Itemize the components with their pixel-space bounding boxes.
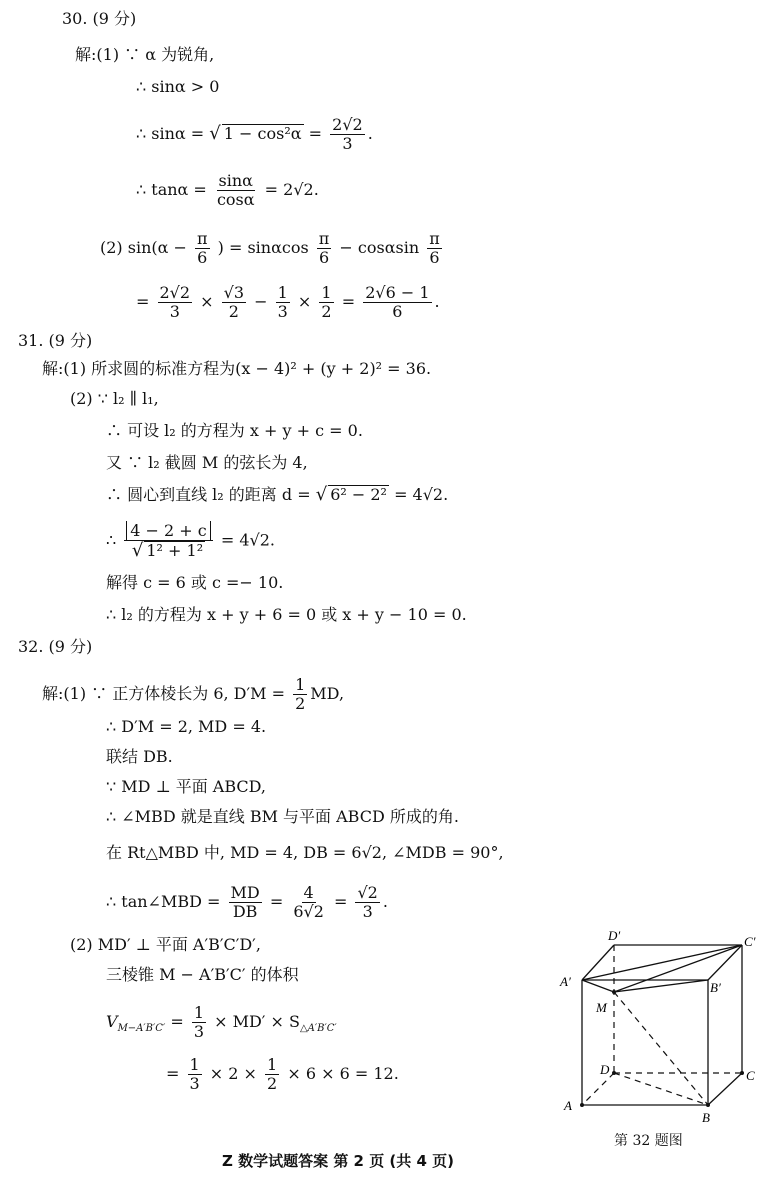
point-d xyxy=(612,1071,616,1075)
label-d: D xyxy=(600,1062,610,1077)
q32-line-7: ∴ tan∠MBD = $\frac{MD}{DB}$ = $\frac{4}{6√2}$ = $\frac{√2}{3}$ . xyxy=(106,883,388,921)
q32-header: 32. (9 分) xyxy=(18,637,93,656)
label-c: C xyxy=(746,1068,755,1083)
q32-line-11: = $\frac{1}{3}$ × 2 × $\frac{1}{2}$ × 6 × 6 = 12. xyxy=(166,1055,399,1093)
edge-c1-b1 xyxy=(708,945,742,980)
label-b1: B′ xyxy=(710,980,721,995)
q31-line-6: ∴ $\frac{4 - 2 + c}{\text{√ 1² + 1²}}$ = 4√2. xyxy=(106,521,275,561)
q32-line-1: 解:(1) ∵ 正方体棱长为 6, D′M = $\frac{1}{2}$ MD, xyxy=(42,675,345,713)
q30-tan-line: ∴ tanα = $\frac{\sin\alpha}{\cos\alpha}$ = 2√2. xyxy=(136,171,319,209)
label-c1: C′ xyxy=(744,934,756,949)
q30-result-line: = $\frac{2√2}{3}$ × $\frac{√3}{2}$ − $\frac{1}{3}$ × $\frac{1}{2}$ = $\frac{2√6 - 1}{6}$ . xyxy=(136,283,440,321)
edge-a1-d1 xyxy=(582,945,614,980)
q32-line-3: 联结 DB. xyxy=(106,747,173,766)
edge-m-b-hidden xyxy=(614,992,708,1105)
q32-line-5: ∴ ∠MBD 就是直线 BM 与平面 ABCD 所成的角. xyxy=(106,807,459,826)
figure-caption: 第 32 题图 xyxy=(614,1133,683,1149)
q32-line-6: 在 Rt△MBD 中, MD = 4, DB = 6√2, ∠MDB = 90°, xyxy=(106,843,504,862)
q30-sin-positive: ∴ sinα > 0 xyxy=(136,77,220,96)
page-footer: Z 数学试题答案 第 2 页 (共 4 页) xyxy=(222,1152,455,1170)
q31-line-8: ∴ l₂ 的方程为 x + y + 6 = 0 或 x + y − 10 = 0. xyxy=(106,605,467,624)
edge-d-b-hidden xyxy=(614,1073,708,1105)
label-a: A xyxy=(564,1098,572,1113)
point-c xyxy=(740,1071,744,1075)
q30-part2-line: (2) sin(α − $\frac{\pi}{6}$ ) = sinαcos $\frac{\pi}{6}$ − cosαsin $\frac{\pi}{6}$ xyxy=(100,229,440,267)
q31-line-5: ∴ 圆心到直线 l₂ 的距离 d = √ 6² − 2² = 4√2. xyxy=(106,484,449,505)
edge-m-a1 xyxy=(582,980,614,992)
q31-line-2: (2) ∵ l₂ ∥ l₁, xyxy=(70,389,159,408)
q31-line-1: 解:(1) 所求圆的标准方程为(x − 4)² + (y + 2)² = 36. xyxy=(42,359,432,378)
label-a1: A′ xyxy=(560,974,571,989)
q32-line-8: (2) MD′ ⊥ 平面 A′B′C′D′, xyxy=(70,935,261,954)
q31-header: 31. (9 分) xyxy=(18,331,93,350)
edge-m-b1 xyxy=(614,980,708,992)
q32-line-2: ∴ D′M = 2, MD = 4. xyxy=(106,717,267,736)
q30-header: 30. (9 分) xyxy=(62,9,137,28)
q31-line-7: 解得 c = 6 或 c =− 10. xyxy=(106,573,284,592)
label-d1: D′ xyxy=(608,930,621,943)
edge-d-a-hidden xyxy=(582,1073,614,1105)
cube-figure xyxy=(550,930,770,1130)
q32-line-9: 三棱锥 M − A′B′C′ 的体积 xyxy=(106,965,299,984)
point-b xyxy=(706,1103,710,1107)
point-a xyxy=(580,1103,584,1107)
q31-line-4: 又 ∵ l₂ 截圆 M 的弦长为 4, xyxy=(106,453,308,472)
edge-b-c xyxy=(708,1073,742,1105)
q30-sin-line: ∴ sinα = √ 1 − cos²α = $\frac{2√2}{3}$ . xyxy=(136,115,373,153)
q30-part1-intro: 解:(1) ∵ α 为锐角, xyxy=(75,45,215,64)
label-b: B xyxy=(702,1110,710,1125)
point-m xyxy=(612,990,616,994)
label-m: M xyxy=(596,1000,607,1015)
q32-line-10: $V_{M-A'B'C'}$ = $\frac{1}{3}$ × $MD' \times S_{\triangle A'B'C'}$ xyxy=(106,1003,337,1041)
q32-line-4: ∵ MD ⊥ 平面 ABCD, xyxy=(106,777,266,796)
q31-line-3: ∴ 可设 l₂ 的方程为 x + y + c = 0. xyxy=(106,421,363,440)
